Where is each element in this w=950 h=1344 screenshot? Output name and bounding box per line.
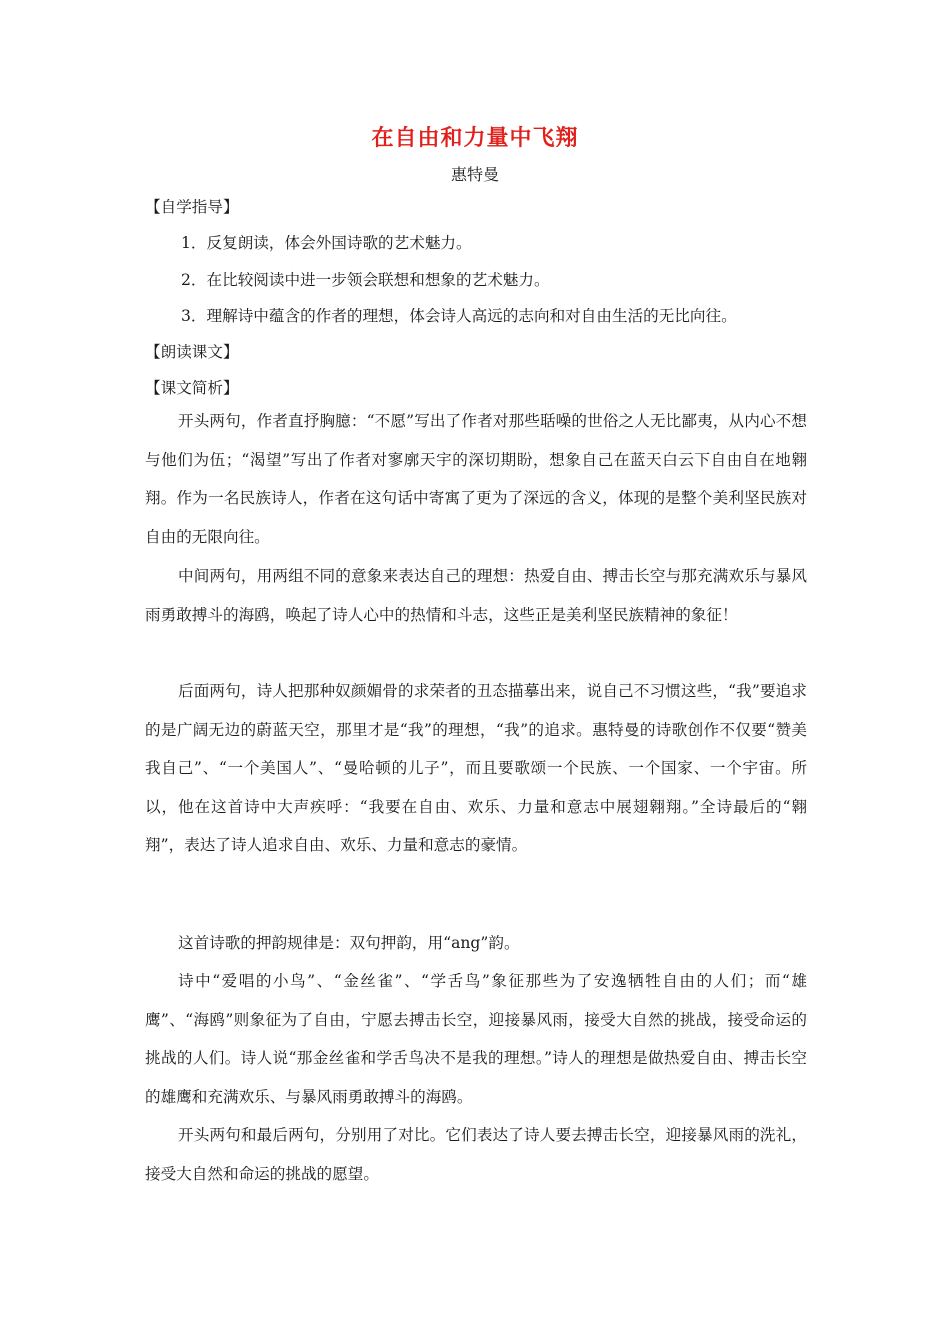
analysis-paragraph: 开头两句，作者直抒胸臆：“不愿”写出了作者对那些聒噪的世俗之人无比鄙夷，从内心不想与他们为伍；“渴望”写出了作者对寥廓天宇的深切期盼，想象自己在蓝天白云下自由自在地翱翔。作为一名民族诗人，作者在这句话中寄寓了更为了深远的含义，体现的是整个美利坚民族对自由的无限向往。 (145, 412, 807, 546)
author-name: 惠特曼 (450, 165, 499, 184)
study-item: 1．反复朗读，体会外国诗歌的艺术魅力。 (181, 234, 472, 252)
study-item: 3．理解诗中蕴含的作者的理想，体会诗人高远的志向和对自由生活的无比向往。 (181, 307, 737, 325)
analysis-paragraph: 中间两句，用两组不同的意象来表达自己的理想：热爱自由、搏击长空与那充满欢乐与暴风雨勇敢搏斗的海鸥，唤起了诗人心中的热情和斗志，这些正是美利坚民族精神的象征！ (145, 567, 807, 624)
study-item: 2．在比较阅读中进一步领会联想和想象的艺术魅力。 (181, 271, 550, 289)
page-title: 在自由和力量中飞翔 (371, 126, 579, 151)
analysis-paragraph: 后面两句，诗人把那种奴颜媚骨的求荣者的丑态描摹出来，说自己不习惯这些，“我”要追求的是广阔无边的蔚蓝天空，那里才是“我”的理想，“我”的追求。惠特曼的诗歌创作不仅要“赞美我自己”、“一个美国人”、“曼哈顿的儿子”，而且要歌颂一个民族、一个国家、一个宇宙。所以，他在这首诗中大声疾呼：“我要在自由、欢乐、力量和意志中展翅翱翔。”全诗最后的“翱翔”，表达了诗人追求自由、欢乐、力量和意志的豪情。 (145, 682, 807, 854)
section-heading-self-study: 【自学指导】 (145, 198, 239, 216)
analysis-paragraph: 诗中“爱唱的小鸟”、“金丝雀”、“学舌鸟”象征那些为了安逸牺牲自由的人们；而“雄鹰”、“海鸥”则象征为了自由，宁愿去搏击长空，迎接暴风雨，接受大自然的挑战，接受命运的挑战的人们。诗人说“那金丝雀和学舌鸟决不是我的理想。”诗人的理想是做热爱自由、搏击长空的雄鹰和充满欢乐、与暴风雨勇敢搏斗的海鸥。 (145, 972, 807, 1106)
analysis-paragraph: 这首诗歌的押韵规律是：双句押韵，用“ang”韵。 (178, 934, 520, 952)
section-heading-analysis: 【课文简析】 (145, 379, 239, 397)
section-heading-reading: 【朗读课文】 (145, 343, 239, 361)
analysis-paragraph: 开头两句和最后两句，分别用了对比。它们表达了诗人要去搏击长空，迎接暴风雨的洗礼，接受大自然和命运的挑战的愿望。 (145, 1126, 807, 1183)
